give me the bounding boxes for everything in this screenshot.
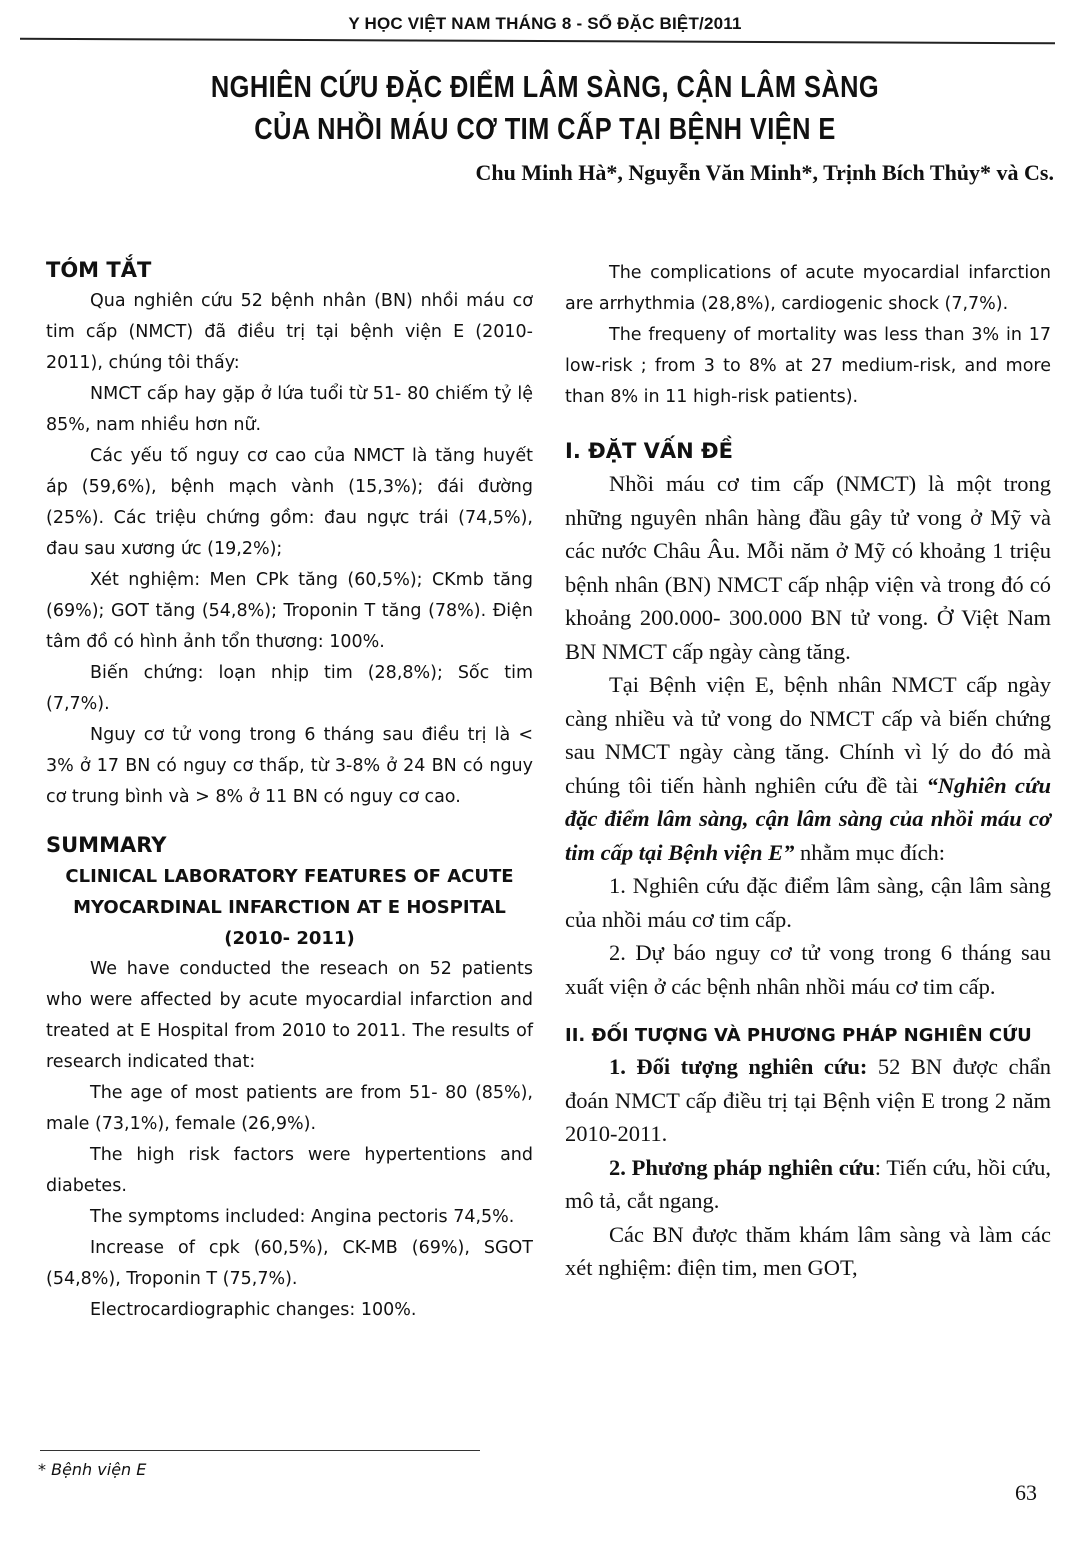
abstract-paragraph: NMCT cấp hay gặp ở lứa tuổi từ 51- 80 chiếm tỷ lệ 85%, nam nhiều hơn nữ. [46,384,533,435]
aim-item: 2. Dự báo nguy cơ tử vong trong 6 tháng sau xuất viện ở các bệnh nhân nhồi máu cơ tim cấp. [565,940,1051,999]
header-rule [20,38,1055,45]
summary-paragraph: The age of most patients are from 51- 80 (85%), male (73,1%), female (26,9%). [46,1083,533,1134]
abstract-body [46,286,533,813]
summary-paragraph: The symptoms included: Angina pectoris 74,5%. [90,1207,515,1227]
section-2-heading: II. ĐỐI TƯỢNG VÀ PHƯƠNG PHÁP NGHIÊN CỨU [565,1025,1032,1046]
text: 52 BN được chẩn đoán NMCT cấp điều trị tại Bệnh viện E trong 2 năm 2010-2011. [565,1054,1051,1146]
abstract-paragraph: Biến chứng: loạn nhịp tim (28,8%); Sốc tim (7,7%). [46,663,533,714]
text: nhằm mục đích: [794,839,945,865]
abstract-paragraph: Các yếu tố nguy cơ cao của NMCT là tăng huyết áp (59,6%), bệnh mạch vành (15,3%); đái đường (25%). Các triệu chứng gồm: đau ngực trái (74,5%), đau sau xương ức (19,2%); [46,446,533,559]
right-column [565,258,1051,1285]
subjects-paragraph [565,1050,1051,1151]
summary-paragraph: The frequeny of mortality was less than 3% in 17 low-risk ; from 3 to 8% at 27 medium-risk, and more than 8% in 11 high-risk patients). [565,325,1051,407]
summary-title: CLINICAL LABORATORY FEATURES OF ACUTE MYOCARDINAL INFARCTION AT E HOSPITAL (2010- 2011) [65,866,514,949]
summary-continued [565,258,1051,413]
summary-body [46,954,533,1326]
summary-paragraph: The complications of acute myocardial infarction are arrhythmia (28,8%), cardiogenic shock (7,7%). [565,263,1051,314]
running-header: Y HỌC VIỆT NAM THÁNG 8 - SỐ ĐẶC BIỆT/2011 [348,14,742,33]
section-1-paragraph: Nhồi máu cơ tim cấp (NMCT) là một trong những nguyên nhân hàng đầu gây tử vong ở Mỹ và các nước Châu Âu. Mỗi năm ở Mỹ có khoảng 1 triệu bệnh nhân (BN) NMCT cấp nhập viện và trong đó có khoảng 200.000- 300.000 BN tử vong. Ở Việt Nam BN NMCT cấp ngày càng tăng. [565,471,1051,664]
section-1-heading: I. ĐẶT VẤN ĐỀ [565,439,733,463]
summary-paragraph: Electrocardiographic changes: 100%. [90,1300,417,1320]
left-column [46,258,533,1326]
footnote: * Bệnh viện E [38,1460,147,1479]
summary-paragraph: The high risk factors were hypertentions and diabetes. [46,1145,533,1196]
abstract-paragraph: Qua nghiên cứu 52 bệnh nhân (BN) nhồi máu cơ tim cấp (NMCT) đã điều trị tại bệnh viện E (2010-2011), chúng tôi thấy: [46,291,533,373]
article-title [98,66,992,150]
abstract-heading: TÓM TẮT [46,258,152,282]
page-number: 63 [1015,1480,1037,1505]
title-line-1: NGHIÊN CỨU ĐẶC ĐIỂM LÂM SÀNG, CẬN LÂM SÀNG [210,69,880,104]
title-line-2: CỦA NHỒI MÁU CƠ TIM CẤP TẠI BỆNH VIỆN E [254,111,836,146]
abstract-paragraph: Xét nghiệm: Men CPk tăng (60,5%); CKmb tăng (69%); GOT tăng (54,8%); Troponin T tăng (78%). Điện tâm đồ có hình ảnh tổn thương: 100%. [46,570,533,652]
subjects-label: 1. Đối tượng nghiên cứu: [609,1054,868,1079]
aim-item: 1. Nghiên cứu đặc điểm lâm sàng, cận lâm sàng của nhồi máu cơ tim cấp. [565,873,1051,932]
study-title: “Nghiên cứu đặc điểm lâm sàng, cận lâm sàng của nhồi máu cơ tim cấp tại Bệnh viện E” [565,772,1051,865]
abstract-paragraph: Nguy cơ tử vong trong 6 tháng sau điều trị là < 3% ở 17 BN có nguy cơ thấp, từ 3-8% ở 24 BN có nguy cơ trung bình và > 8% ở 11 BN có nguy cơ cao. [46,725,533,807]
summary-paragraph: We have conducted the reseach on 52 patients who were affected by acute myocardial infarction and treated at E Hospital from 2010 to 2011. The results of research indicated that: [46,959,533,1072]
text: Tại Bệnh viện E, bệnh nhân NMCT cấp ngày càng nhiều và tử vong do NMCT cấp và biến chứng sau NMCT ngày càng tăng. Chính vì lý do đó mà chúng tôi tiến hành nghiên cứu đề tài [565,672,1051,798]
footnote-rule [40,1450,480,1451]
last-paragraph: Các BN được thăm khám lâm sàng và làm các xét nghiệm: điện tim, men GOT, [565,1221,1051,1280]
summary-heading: SUMMARY [46,833,167,857]
summary-paragraph: Increase of cpk (60,5%), CK-MB (69%), SGOT (54,8%), Troponin T (75,7%). [46,1238,533,1289]
methods-label: 2. Phương pháp nghiên cứu [609,1154,875,1180]
text: : Tiến cứu, hồi cứu, mô tả, cắt ngang. [565,1154,1051,1213]
authors: Chu Minh Hà*, Nguyễn Văn Minh*, Trịnh Bích Thủy* và Cs. [475,160,1054,185]
section-1-paragraph [565,668,1051,869]
methods-paragraph [565,1151,1051,1218]
